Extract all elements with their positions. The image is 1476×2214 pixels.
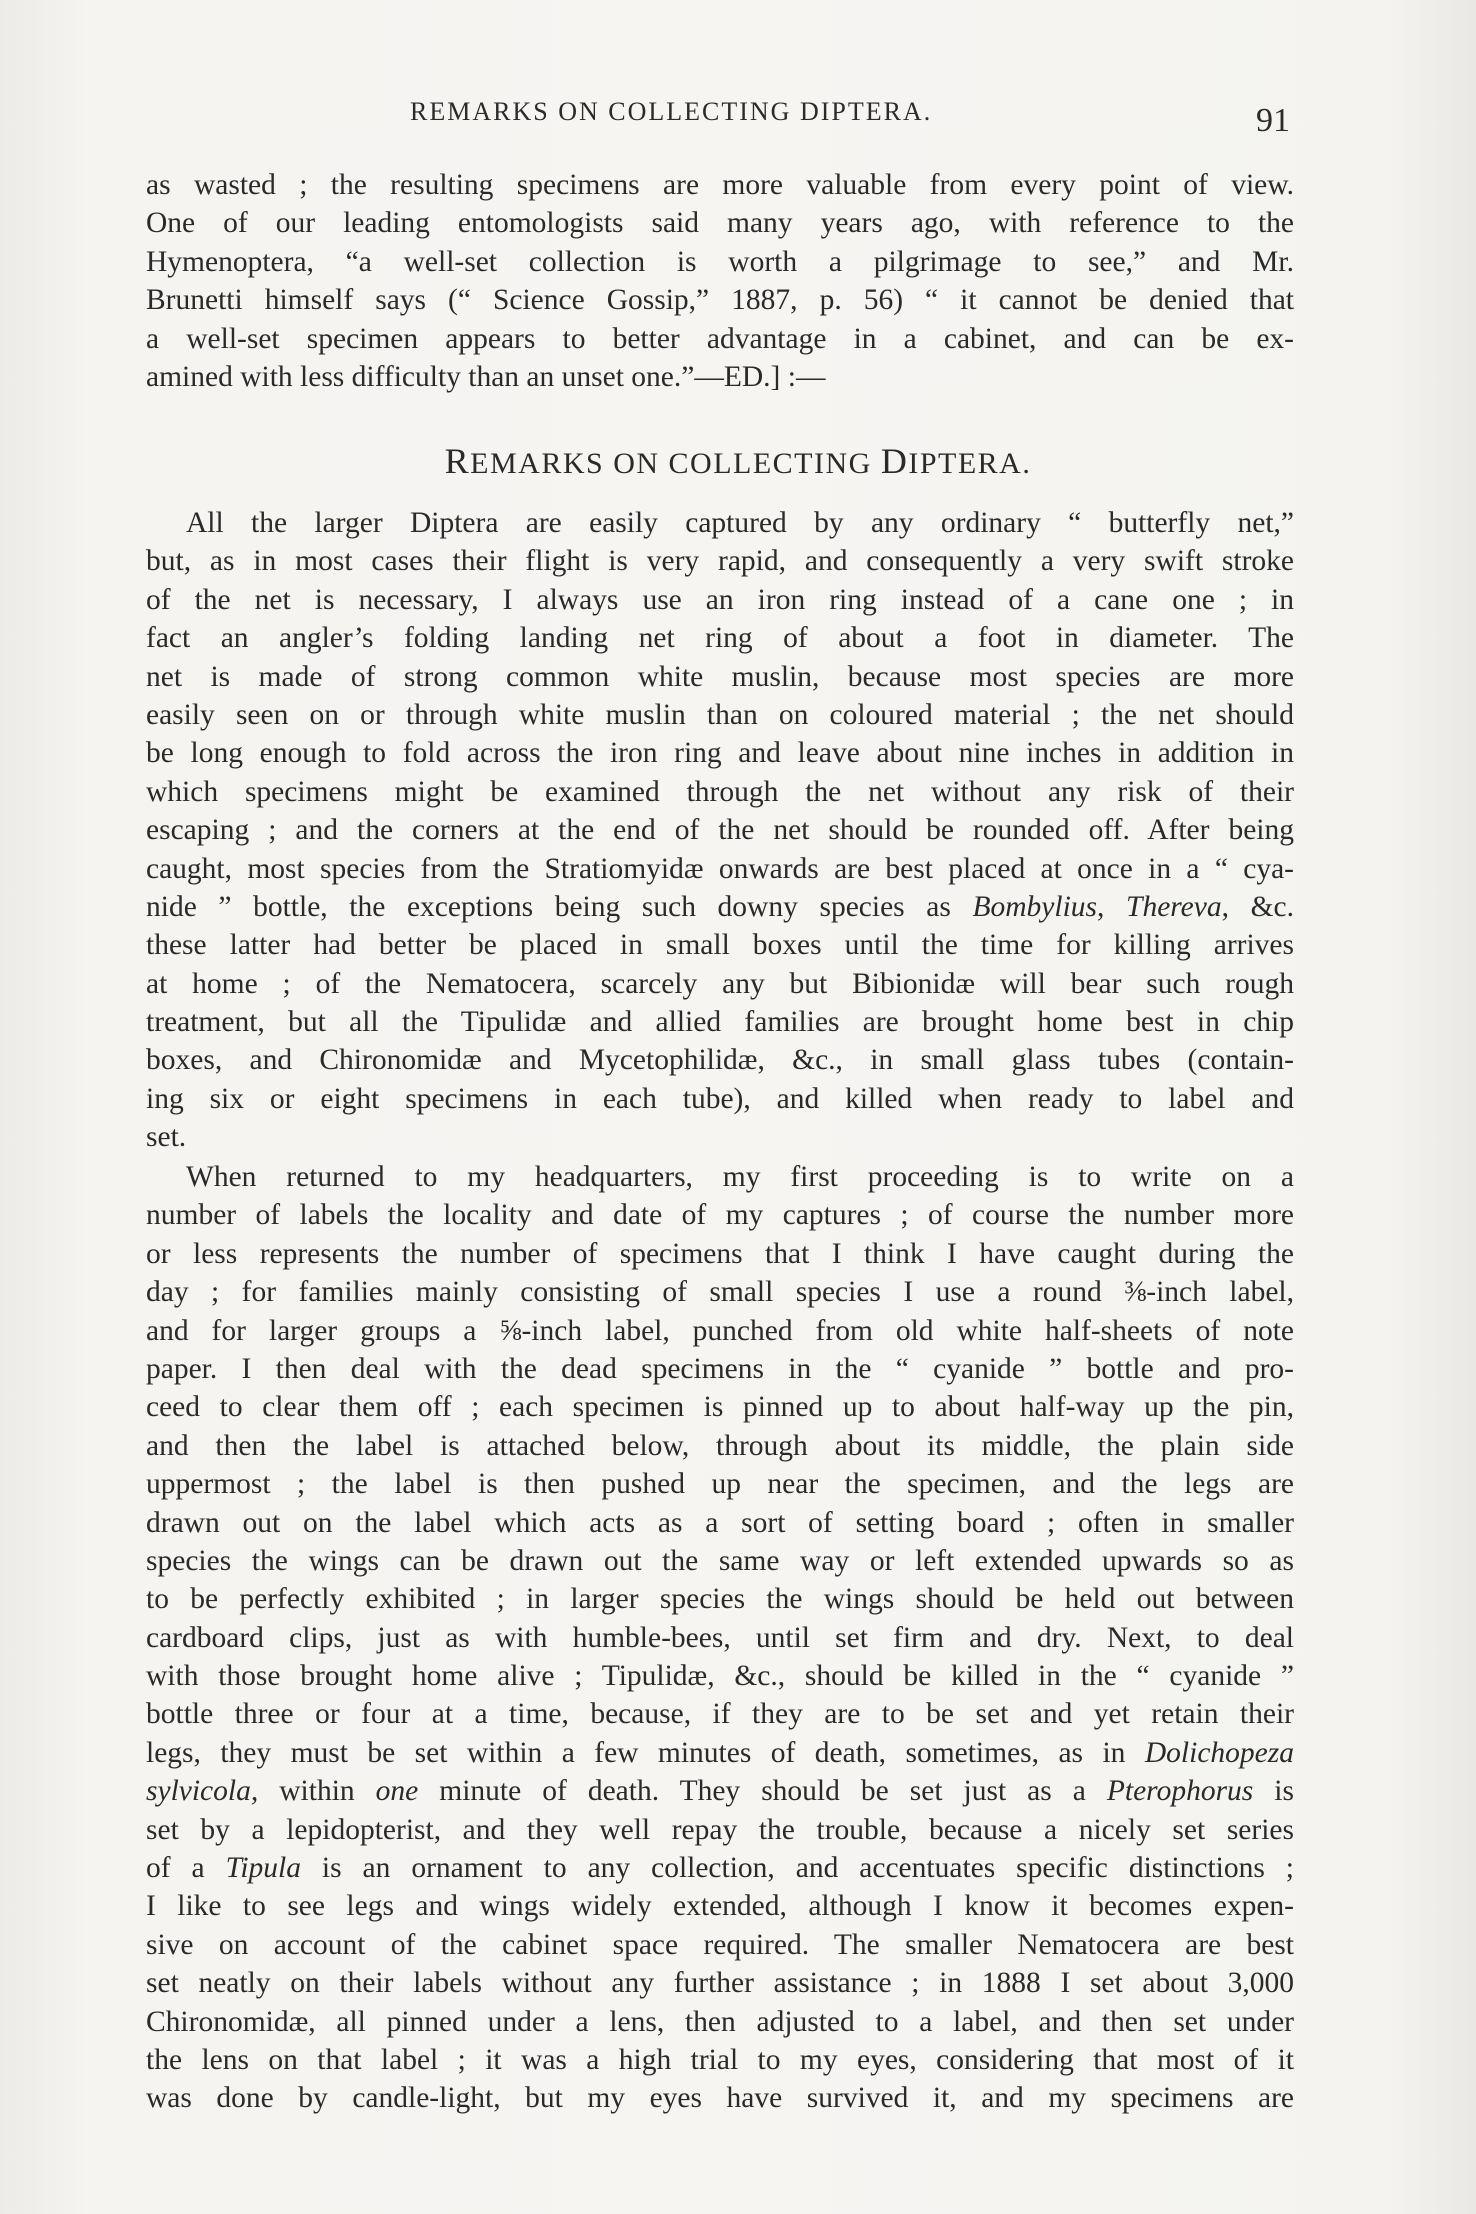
text-line: All the larger Diptera are easily captured by any ordinary “ butterfly net,” <box>186 507 1294 539</box>
text-line: set neatly on their labels without any further assistance ; in 1888 I set about 3,000 <box>146 1967 1294 2000</box>
text-run: minute of death. They should be set just as a <box>418 1775 1107 1808</box>
text-line: One of our leading entomologists said many years ago, with reference to the <box>146 207 1294 240</box>
section-heading <box>0 440 1476 482</box>
text-line: When returned to my headquarters, my first proceeding is to write on a <box>186 1161 1294 1193</box>
text-line: these latter had better be placed in small boxes until the time for killing arrives <box>146 929 1294 962</box>
text-line <box>146 1734 1294 1772</box>
paragraph-capturing <box>146 504 1294 1157</box>
text-line <box>146 1772 1294 1810</box>
taxon-name: Thereva <box>1126 890 1222 923</box>
paragraph-setting <box>146 1158 1294 2118</box>
text-line: species the wings can be drawn out the same way or left extended upwards so as <box>146 1544 1294 1577</box>
text-line: escaping ; and the corners at the end of the net should be rounded off. After being <box>146 814 1294 847</box>
text-line: ceed to clear them off ; each specimen is pinned up to about half-way up the pin, <box>146 1391 1294 1424</box>
taxon-name: Bombylius <box>972 890 1098 923</box>
text-line: caught, most species from the Stratiomyidæ onwards are best placed at once in a “ cya- <box>146 852 1294 885</box>
heading-initial: R <box>444 441 471 481</box>
text-line: Chironomidæ, all pinned under a lens, then adjusted to a label, and then set under <box>146 2005 1294 2038</box>
text-line: as wasted ; the resulting specimens are more valuable from every point of view. <box>146 169 1294 201</box>
text-line: I like to see legs and wings widely extended, although I know it becomes expen- <box>146 1890 1294 1923</box>
heading-initial: D <box>880 441 909 481</box>
text-line: fact an angler’s folding landing net ring of about a foot in diameter. The <box>146 622 1294 655</box>
text-line: bottle three or four at a time, because, if they are to be set and yet retain their <box>146 1698 1294 1731</box>
text-line: sive on account of the cabinet space required. The smaller Nematocera are best <box>146 1928 1294 1961</box>
text-line: number of labels the locality and date of my captures ; of course the number more <box>146 1199 1294 1232</box>
taxon-name: Dolichopeza <box>1144 1736 1294 1769</box>
text-line: be long enough to fold across the iron ring and leave about nine inches in addition in <box>146 737 1294 770</box>
text-line: at home ; of the Nematocera, scarcely any but Bibionidæ will bear such rough <box>146 967 1294 1000</box>
taxon-name: Pterophorus <box>1106 1775 1254 1808</box>
text-line: of the net is necessary, I always use an iron ring instead of a cane one ; in <box>146 583 1294 616</box>
text-line: Hymenoptera, “a well-set collection is worth a pilgrimage to see,” and Mr. <box>146 245 1294 278</box>
text-line: amined with less difficulty than an unset one.”—ED.] :— <box>146 360 826 393</box>
text-line <box>146 888 1294 926</box>
page-number: 91 <box>1256 102 1290 139</box>
text-line: but, as in most cases their flight is very rapid, and consequently a very swift stroke <box>146 545 1294 578</box>
text-run: nide ” bottle, the exceptions being such downy species as <box>146 890 973 923</box>
taxon-name: sylvicola, <box>146 1775 259 1808</box>
text-run: is an ornament to any collection, and accentuates specific distinctions ; <box>300 1852 1294 1885</box>
text-line: set. <box>146 1121 187 1154</box>
running-head: REMARKS ON COLLECTING DIPTERA. <box>410 97 933 126</box>
text-run: is <box>1253 1775 1294 1808</box>
text-line: which specimens might be examined through the net without any risk of their <box>146 775 1294 808</box>
text-run: , <box>1097 890 1127 923</box>
intro-paragraph <box>146 166 1294 396</box>
text-line: paper. I then deal with the dead specimens in the “ cyanide ” bottle and pro- <box>146 1352 1294 1385</box>
text-line: treatment, but all the Tipulidæ and allied families are brought home best in chip <box>146 1006 1294 1039</box>
text-run: , &c. <box>1221 890 1294 923</box>
text-line: day ; for families mainly consisting of small species I use a round ⅜-inch label, <box>146 1276 1294 1309</box>
text-run: legs, they must be set within a few minutes of death, sometimes, as in <box>146 1736 1145 1769</box>
text-line: to be perfectly exhibited ; in larger species the wings should be held out between <box>146 1583 1294 1616</box>
text-line: the lens on that label ; it was a high trial to my eyes, considering that most of it <box>146 2043 1294 2076</box>
text-line <box>146 1849 1294 1887</box>
text-line: or less represents the number of specimens that I think I have caught during the <box>146 1237 1294 1270</box>
heading-text: EMARKS ON COLLECTING <box>470 447 881 480</box>
text-line: boxes, and Chironomidæ and Mycetophilidæ, &c., in small glass tubes (contain- <box>146 1044 1294 1077</box>
text-line: a well-set specimen appears to better advantage in a cabinet, and can be ex- <box>146 322 1294 355</box>
text-line: drawn out on the label which acts as a sort of setting board ; often in smaller <box>146 1506 1294 1539</box>
heading-text: IPTERA. <box>908 447 1032 480</box>
text-line: net is made of strong common white muslin, because most species are more <box>146 660 1294 693</box>
text-run: within <box>258 1775 376 1808</box>
text-line: was done by candle-light, but my eyes have survived it, and my specimens are <box>146 2082 1294 2115</box>
emphasis: one <box>375 1775 419 1808</box>
text-line: with those brought home alive ; Tipulidæ, &c., should be killed in the “ cyanide ” <box>146 1660 1294 1693</box>
text-line: cardboard clips, just as with humble-bees, until set firm and dry. Next, to deal <box>146 1621 1294 1654</box>
text-line: and then the label is attached below, through about its middle, the plain side <box>146 1429 1294 1462</box>
text-line: Brunetti himself says (“ Science Gossip,” 1887, p. 56) “ it cannot be denied that <box>146 284 1294 317</box>
taxon-name: Tipula <box>225 1852 301 1885</box>
text-line: and for larger groups a ⅝-inch label, punched from old white half-sheets of note <box>146 1314 1294 1347</box>
text-line: uppermost ; the label is then pushed up near the specimen, and the legs are <box>146 1468 1294 1501</box>
text-line: set by a lepidopterist, and they well repay the trouble, because a nicely set series <box>146 1813 1294 1846</box>
text-line: easily seen on or through white muslin than on coloured material ; the net should <box>146 698 1294 731</box>
text-run: of a <box>146 1852 226 1885</box>
text-line: ing six or eight specimens in each tube), and killed when ready to label and <box>146 1082 1294 1115</box>
